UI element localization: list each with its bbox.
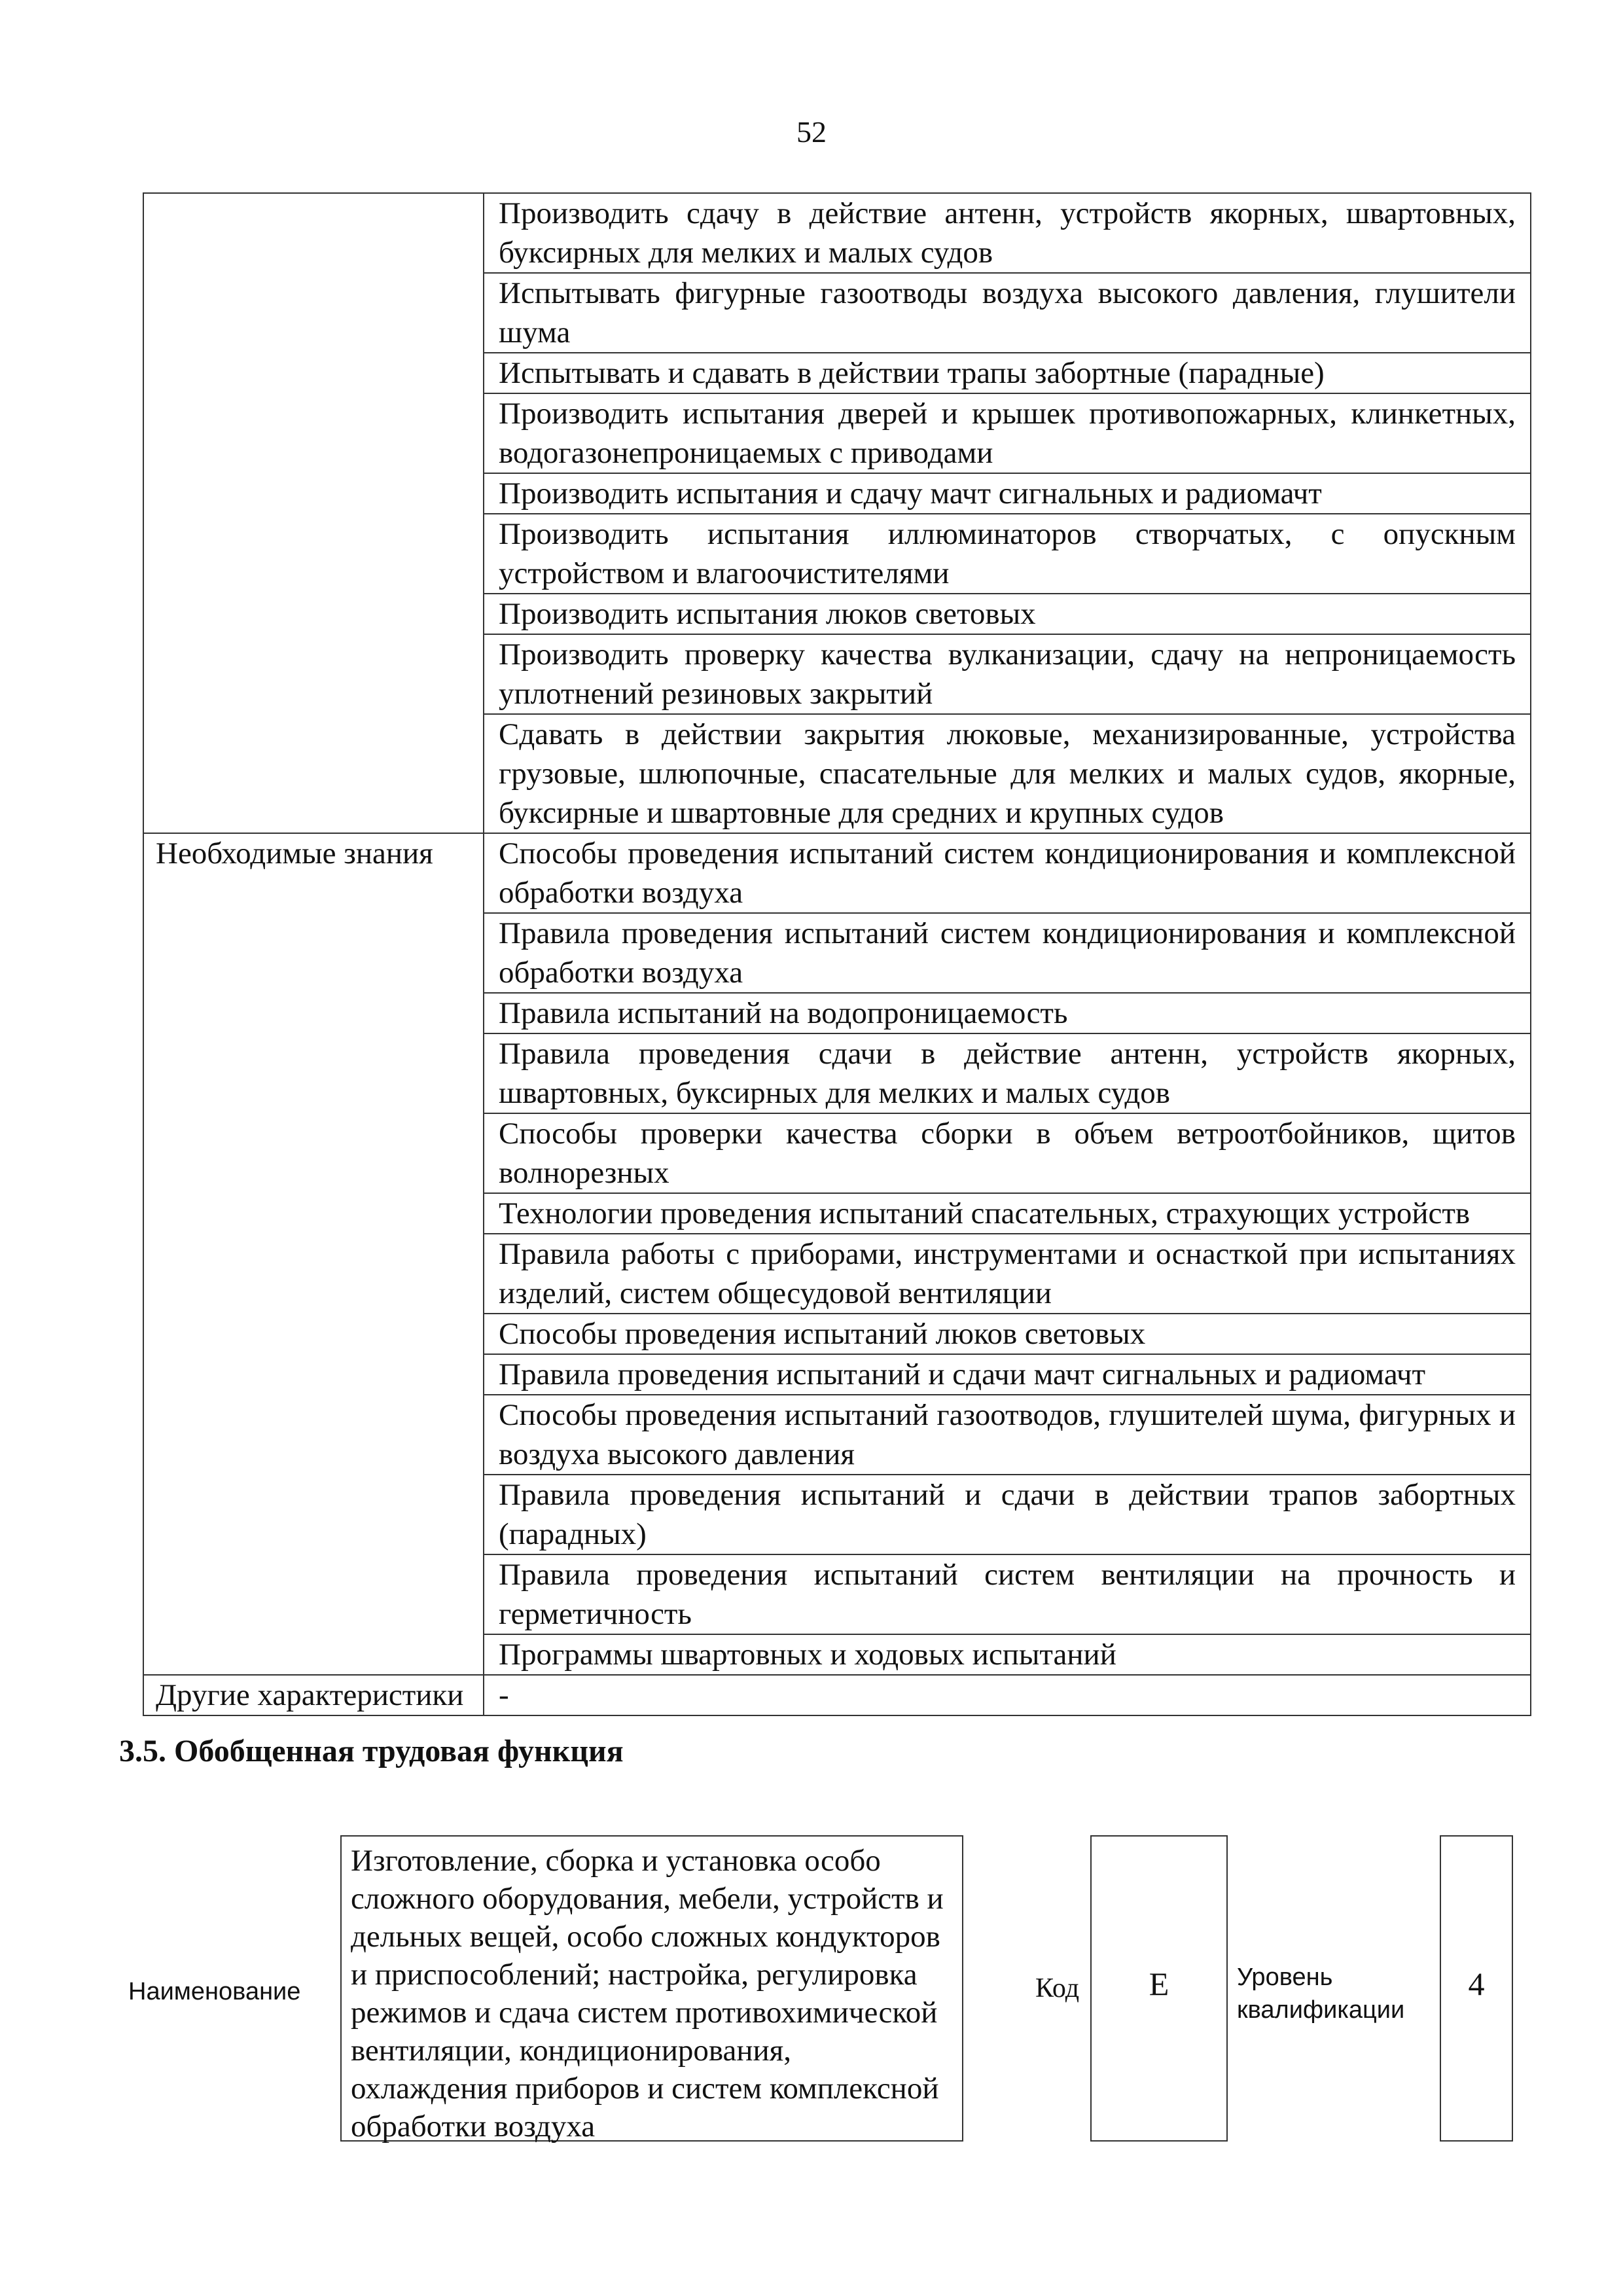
function-name-box: Изготовление, сборка и установка особо сложного оборудования, мебели, устройств и дельных вещей, особо сложных кондукторов и приспособлений; настройка, регулировка режимов и сдача систем противохимической вентиляции, кондиционирования, охлаждения приборов и систем комплексной обработки воздуха [340, 1835, 963, 2142]
knowledge-row: Способы проведения испытаний люков световых [484, 1314, 1531, 1354]
knowledge-row: Правила проведения испытаний систем кондиционирования и комплексной обработки воздуха [484, 913, 1531, 993]
qualification-level-label-line2: квалификации [1237, 1996, 1405, 2024]
qualification-level-value: 4 [1468, 1965, 1485, 2002]
knowledge-row: Правила проведения испытаний систем вентиляции на прочность и герметичность [484, 1554, 1531, 1634]
knowledge-row: Правила испытаний на водопроницаемость [484, 993, 1531, 1033]
knowledge-label: Необходимые знания [143, 833, 484, 913]
knowledge-row: Программы швартовных и ходовых испытаний [484, 1634, 1531, 1675]
knowledge-row: Правила проведения сдачи в действие антенн, устройств якорных, швартовных, буксирных для мелких и малых судов [484, 1033, 1531, 1113]
qualification-level-label-line1: Уровень [1237, 1964, 1333, 1991]
knowledge-row: Правила проведения испытаний и сдачи мачт сигнальных и радиомачт [484, 1354, 1531, 1395]
page-number: 52 [796, 115, 827, 149]
knowledge-row: Способы проверки качества сборки в объем ветроотбойников, щитов волнорезных [484, 1113, 1531, 1193]
skill-row: Производить проверку качества вулканизации, сдачу на непроницаемость уплотнений резиновых закрытий [484, 634, 1531, 714]
knowledge-row: Правила проведения испытаний и сдачи в действии трапов забортных (парадных) [484, 1475, 1531, 1554]
name-label: Наименование [128, 1978, 301, 2005]
skill-row: Производить испытания и сдачу мачт сигнальных и радиомачт [484, 473, 1531, 514]
other-characteristics-value: - [484, 1675, 1531, 1715]
section-heading: 3.5. Обобщенная трудовая функция [119, 1734, 624, 1768]
skill-row: Производить испытания иллюминаторов створчатых, с опускным устройством и влагоочистителями [484, 514, 1531, 594]
qualification-level-label [1237, 1961, 1404, 2026]
skill-row: Производить сдачу в действие антенн, устройств якорных, швартовных, буксирных для мелких и малых судов [484, 193, 1531, 273]
skill-row: Производить испытания дверей и крышек противопожарных, клинкетных, водогазонепроницаемых с приводами [484, 393, 1531, 473]
knowledge-row: Правила работы с приборами, инструментами и оснасткой при испытаниях изделий, систем общесудовой вентиляции [484, 1234, 1531, 1314]
requirements-table [143, 192, 1531, 1716]
skill-row: Производить испытания люков световых [484, 594, 1531, 634]
knowledge-row: Способы проведения испытаний систем кондиционирования и комплексной обработки воздуха [484, 833, 1531, 913]
skill-row: Испытывать и сдавать в действии трапы забортные (парадные) [484, 353, 1531, 393]
skill-row: Сдавать в действии закрытия люковые, механизированные, устройства грузовые, шлюпочные, спасательные для мелких и малых судов, якорные, буксирные и швартовные для средних и крупных судов [484, 714, 1531, 833]
knowledge-row: Способы проведения испытаний газоотводов, глушителей шума, фигурных и воздуха высокого давления [484, 1395, 1531, 1475]
other-characteristics-label: Другие характеристики [143, 1675, 484, 1715]
code-value: E [1149, 1965, 1169, 2002]
knowledge-row: Технологии проведения испытаний спасательных, страхующих устройств [484, 1193, 1531, 1234]
qualification-level-box [1440, 1835, 1513, 2142]
skill-row: Испытывать фигурные газоотводы воздуха высокого давления, глушители шума [484, 273, 1531, 353]
code-label: Код [1035, 1973, 1080, 2003]
code-box [1090, 1835, 1228, 2142]
skills-label-cell [143, 193, 484, 273]
